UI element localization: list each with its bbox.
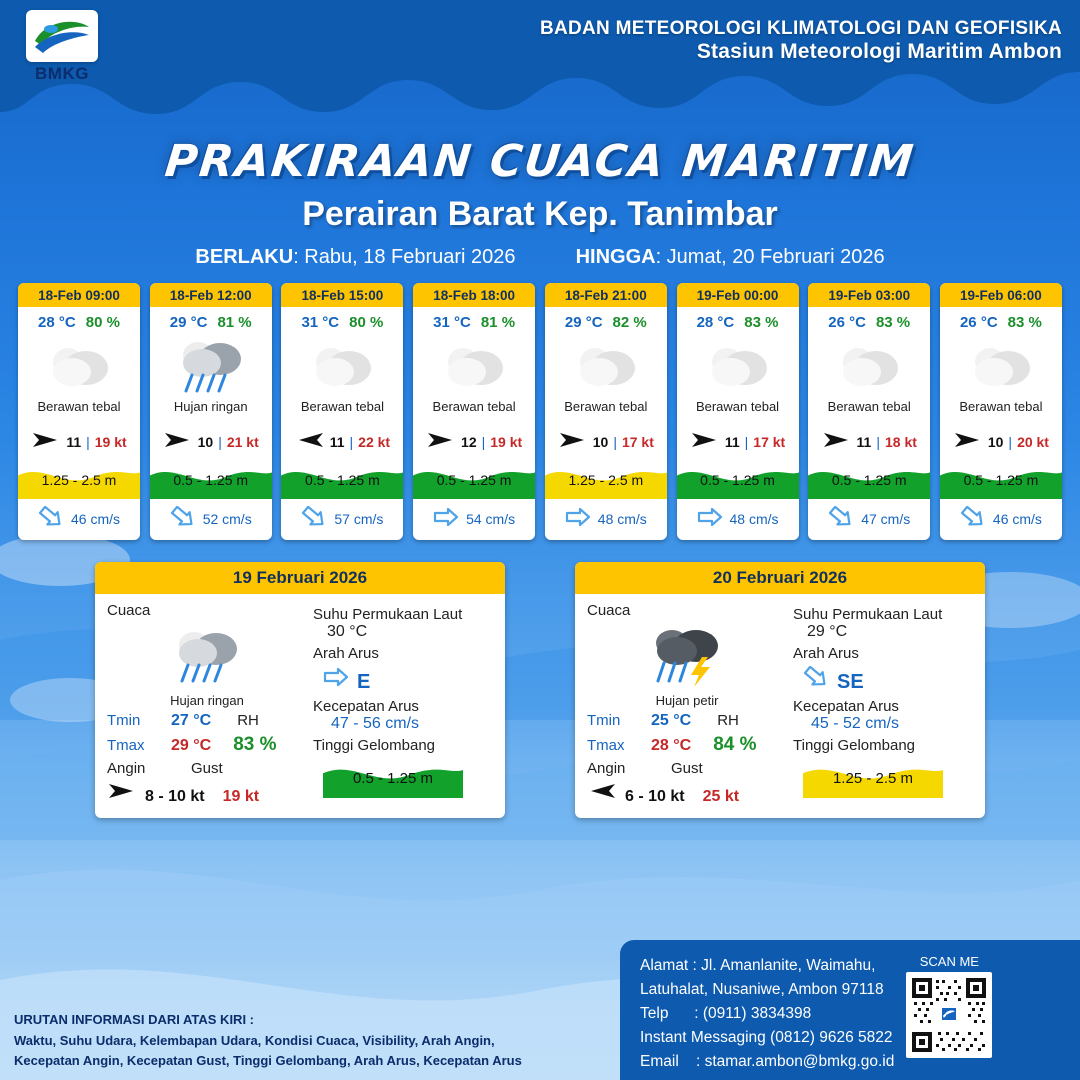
forecast-time: 18-Feb 15:00 xyxy=(281,283,403,307)
sst-value: 30 °C xyxy=(327,623,368,640)
tmax-label: Tmax xyxy=(587,737,625,754)
kecepatan-arus-label: Kecepatan Arus xyxy=(793,698,899,715)
air-temperature: 28 °C xyxy=(38,314,76,331)
forecast-temp-row xyxy=(281,307,403,333)
air-temperature: 29 °C xyxy=(169,314,208,331)
daily-condition: Hujan petir xyxy=(655,693,719,708)
daily-label-row xyxy=(107,760,307,777)
weather-condition: Hujan ringan xyxy=(173,399,248,414)
current-arrow xyxy=(38,506,64,531)
gust-label: Gust xyxy=(671,760,703,777)
daily-wind-arrow xyxy=(107,781,137,806)
wind-speed: 19 kt xyxy=(94,433,127,450)
forecast-time: 19-Feb 00:00 xyxy=(677,283,799,307)
wind-row xyxy=(940,420,1062,461)
wind-row xyxy=(413,420,535,461)
tinggi-gelombang-label: Tinggi Gelombang xyxy=(313,737,436,754)
relative-humidity: 83 % xyxy=(744,314,779,331)
cloudy-icon xyxy=(832,338,906,394)
weather-condition: Berawan tebal xyxy=(37,399,121,414)
wind-direction-icon xyxy=(690,430,720,450)
tmin-label: Tmin xyxy=(587,712,621,729)
tmax-value: 28 °C xyxy=(651,737,692,754)
wave-height-box xyxy=(940,461,1062,499)
current-speed: 52 cm/s xyxy=(202,510,252,527)
wave-height-box xyxy=(808,461,930,499)
forecast-temp-row xyxy=(18,307,140,333)
wind-separator: | xyxy=(86,433,90,450)
wind-row xyxy=(150,420,272,461)
contact-instant-messaging: Instant Messaging (0812) 9626 5822 xyxy=(640,1029,893,1047)
wave-height-value: 1.25 - 2.5 m xyxy=(41,472,117,488)
forecast-temp-row xyxy=(808,307,930,333)
weather-condition: Berawan tebal xyxy=(827,399,911,414)
current-arrow xyxy=(433,506,459,531)
forecast-temp-row xyxy=(677,307,799,333)
wind-row xyxy=(808,420,930,461)
wind-speed: 18 kt xyxy=(884,433,917,450)
rh-label: RH xyxy=(237,712,259,729)
scan-me-label: SCAN ME xyxy=(919,954,979,969)
wind-direction-value: 11 xyxy=(724,433,740,450)
wind-separator: | xyxy=(876,433,880,450)
arus-label: Arah Arus xyxy=(793,645,859,662)
daily-weather-icon xyxy=(587,619,787,693)
forecast-temp-row xyxy=(150,307,272,333)
daily-cuaca-label: Cuaca xyxy=(107,602,151,619)
wave-height-value: 1.25 - 2.5 m xyxy=(568,472,644,488)
angin-label: Angin xyxy=(587,760,626,777)
current-direction-icon xyxy=(697,506,723,528)
daily-panels xyxy=(0,540,1080,818)
daily-wave-value: 1.25 - 2.5 m xyxy=(832,769,914,787)
daily-right-column xyxy=(307,602,493,806)
weather-condition: Berawan tebal xyxy=(695,399,780,414)
contact-telp: Telp : (0911) 3834398 xyxy=(640,1005,812,1023)
forecast-time: 19-Feb 03:00 xyxy=(808,283,930,307)
current-arrow xyxy=(960,506,986,531)
current-arrow xyxy=(828,506,854,531)
wind-row xyxy=(545,420,667,461)
arus-label: Arah Arus xyxy=(313,645,379,662)
wave-height-value: 0.5 - 1.25 m xyxy=(700,472,775,488)
wind-arrow xyxy=(953,430,983,453)
rh-label: RH xyxy=(717,712,739,729)
daily-wave-value: 0.5 - 1.25 m xyxy=(352,769,434,787)
wind-direction-value: 11 xyxy=(66,433,82,450)
current-speed: 46 cm/s xyxy=(992,510,1042,527)
thunderstorm-icon xyxy=(644,623,730,689)
page-footer xyxy=(0,940,1080,1080)
tmax-label: Tmax xyxy=(107,737,145,754)
legend-line-1: Waktu, Suhu Udara, Kelembapan Udara, Kondisi Cuaca, Visibility, Arah Angin, xyxy=(14,1033,495,1048)
gust-value: 25 kt xyxy=(702,788,740,805)
relative-humidity: 83 % xyxy=(875,314,911,331)
rh-value: 84 % xyxy=(713,734,757,755)
wave-height-box xyxy=(150,461,272,499)
wind-speed: 21 kt xyxy=(226,433,259,450)
wind-separator: | xyxy=(349,433,354,450)
contact-email: Email : stamar.ambon@bmkg.go.id xyxy=(640,1053,895,1071)
qr-block xyxy=(906,954,992,1070)
wave-height-value: 0.5 - 1.25 m xyxy=(436,472,512,488)
contact-address xyxy=(640,954,894,1070)
arus-row xyxy=(323,666,493,694)
wave-height-box xyxy=(413,461,535,499)
rh-value: 83 % xyxy=(233,734,277,755)
wind-separator: | xyxy=(218,433,222,450)
forecast-card xyxy=(940,283,1062,540)
wind-direction-icon xyxy=(426,430,456,450)
gust-value: 19 kt xyxy=(222,788,260,805)
kecepatan-arus-value: 47 - 56 cm/s xyxy=(331,715,420,732)
wind-direction-icon xyxy=(31,430,61,450)
wind-direction-icon xyxy=(587,781,617,801)
contact-block xyxy=(620,940,1080,1080)
gust-label: Gust xyxy=(191,760,223,777)
wind-separator: | xyxy=(744,433,749,450)
current-speed: 47 cm/s xyxy=(861,510,911,527)
weather-icon xyxy=(677,333,799,399)
wind-direction-icon xyxy=(822,430,852,450)
cloudy-icon xyxy=(701,338,775,394)
current-speed: 48 cm/s xyxy=(597,510,647,527)
wind-row xyxy=(677,420,799,461)
tmin-label: Tmin xyxy=(107,712,141,729)
current-speed: 46 cm/s xyxy=(70,510,120,527)
current-direction-icon xyxy=(433,506,459,528)
wave-height-value: 0.5 - 1.25 m xyxy=(173,472,249,488)
current-direction-icon xyxy=(960,506,986,528)
current-direction-icon xyxy=(38,506,64,528)
rain-icon xyxy=(166,625,248,687)
wind-arrow xyxy=(558,430,588,453)
daily-wind-row xyxy=(587,781,787,806)
valid-to xyxy=(576,246,885,269)
wind-row xyxy=(18,420,140,461)
forecast-card xyxy=(413,283,535,540)
air-temperature: 31 °C xyxy=(433,314,471,331)
org-line-2: Stasiun Meteorologi Maritim Ambon xyxy=(696,39,1062,63)
forecast-card xyxy=(545,283,667,540)
forecast-temp-row xyxy=(940,307,1062,333)
current-direction-icon xyxy=(565,506,591,528)
wind-direction-value: 10 xyxy=(197,433,214,450)
weather-icon xyxy=(281,333,403,399)
daily-wave-box xyxy=(803,758,943,798)
forecast-temp-row xyxy=(545,307,667,333)
legend-block xyxy=(14,1010,522,1071)
current-arrow xyxy=(170,506,196,531)
arus-row xyxy=(803,666,973,694)
daily-left-column xyxy=(107,602,307,806)
sst-label: Suhu Permukaan Laut xyxy=(793,606,943,623)
current-row xyxy=(940,499,1062,540)
kecepatan-arus-value: 45 - 52 cm/s xyxy=(811,715,900,732)
wind-separator: | xyxy=(481,433,486,450)
forecast-card xyxy=(677,283,799,540)
daily-tmax-row xyxy=(107,734,307,756)
daily-wind-arrow xyxy=(587,781,617,806)
wind-speed: 17 kt xyxy=(621,433,654,450)
page-header xyxy=(0,0,1080,84)
current-direction-icon xyxy=(803,666,829,688)
weather-condition: Berawan tebal xyxy=(959,399,1043,414)
daily-date: 20 Februari 2026 xyxy=(575,562,985,594)
current-row xyxy=(677,499,799,540)
org-line-1: BADAN METEOROLOGI KLIMATOLOGI DAN GEOFISIKA xyxy=(539,18,1062,39)
current-row xyxy=(150,499,272,540)
air-temperature: 26 °C xyxy=(959,314,998,331)
cloudy-icon xyxy=(42,338,116,394)
daily-tmin-row xyxy=(107,712,307,730)
relative-humidity: 80 % xyxy=(85,314,120,331)
weather-icon xyxy=(545,333,667,399)
cloudy-icon xyxy=(569,338,643,394)
address-line-1: Alamat : Jl. Amanlanite, Waimahu, xyxy=(640,957,876,974)
bmkg-logo-icon xyxy=(26,10,98,62)
wind-direction-icon xyxy=(107,781,137,801)
forecast-time: 18-Feb 09:00 xyxy=(18,283,140,307)
qr-code-icon[interactable] xyxy=(906,972,992,1058)
forecast-card xyxy=(150,283,272,540)
daily-label-row xyxy=(587,760,787,777)
wave-height-value: 0.5 - 1.25 m xyxy=(963,472,1039,488)
wind-direction-value: 10 xyxy=(592,433,609,450)
cloudy-icon xyxy=(437,338,511,394)
wind-separator: | xyxy=(613,433,617,450)
page-title: PRAKIRAAN CUACA MARITIM xyxy=(162,136,918,187)
sst-label: Suhu Permukaan Laut xyxy=(313,606,463,623)
weather-condition: Berawan tebal xyxy=(564,399,648,414)
tmin-value: 25 °C xyxy=(651,712,692,729)
daily-current-arrow xyxy=(803,666,829,693)
wave-height-value: 0.5 - 1.25 m xyxy=(831,472,907,488)
wind-direction-icon xyxy=(953,430,983,450)
current-speed: 48 cm/s xyxy=(729,510,779,527)
weather-condition: Berawan tebal xyxy=(300,399,384,414)
title-block xyxy=(0,136,1080,269)
daily-wave-box xyxy=(323,758,463,798)
arus-direction: SE xyxy=(837,671,864,693)
angin-value: 6 - 10 kt xyxy=(625,788,685,805)
valid-from-value: : Rabu, 18 Februari 2026 xyxy=(293,246,516,268)
forecast-time: 18-Feb 12:00 xyxy=(150,283,272,307)
wind-row xyxy=(281,420,403,461)
forecast-temp-row xyxy=(413,307,535,333)
wind-direction-icon xyxy=(163,430,193,450)
wind-speed: 20 kt xyxy=(1017,433,1049,450)
wave-height-box xyxy=(18,461,140,499)
forecast-card xyxy=(18,283,140,540)
wave-height-box xyxy=(677,461,799,499)
current-row xyxy=(413,499,535,540)
weather-icon xyxy=(940,333,1062,399)
current-direction-icon xyxy=(301,506,327,528)
air-temperature: 26 °C xyxy=(828,314,866,331)
valid-to-value: : Jumat, 20 Februari 2026 xyxy=(655,246,885,268)
wind-arrow xyxy=(163,430,193,453)
wind-direction-value: 10 xyxy=(987,433,1004,450)
address-line-2: Latuhalat, Nusaniwe, Ambon 97118 xyxy=(640,981,884,999)
wind-arrow xyxy=(822,430,852,453)
relative-humidity: 83 % xyxy=(1007,314,1042,331)
current-arrow xyxy=(697,506,723,531)
relative-humidity: 81 % xyxy=(217,314,252,331)
wave-height-value: 0.5 - 1.25 m xyxy=(305,472,380,488)
weather-condition: Berawan tebal xyxy=(432,399,516,414)
wind-speed: 17 kt xyxy=(753,433,786,450)
rain-icon xyxy=(170,335,252,397)
air-temperature: 31 °C xyxy=(301,314,340,331)
wind-arrow xyxy=(426,430,456,453)
wind-arrow xyxy=(295,430,325,453)
organization-title xyxy=(540,10,1062,64)
air-temperature: 29 °C xyxy=(564,314,603,331)
cloudy-icon xyxy=(305,338,379,394)
bmkg-logo-block xyxy=(14,10,110,84)
wind-speed: 22 kt xyxy=(358,433,391,450)
forecast-card-list xyxy=(0,269,1080,540)
weather-icon xyxy=(413,333,535,399)
daily-current-arrow xyxy=(323,666,349,693)
weather-icon xyxy=(18,333,140,399)
angin-label: Angin xyxy=(107,760,146,777)
sst-value: 29 °C xyxy=(807,623,848,640)
current-speed: 57 cm/s xyxy=(334,510,384,527)
forecast-card xyxy=(281,283,403,540)
current-row xyxy=(808,499,930,540)
wind-speed: 19 kt xyxy=(490,433,523,450)
current-direction-icon xyxy=(828,506,854,528)
valid-from xyxy=(195,246,515,269)
cloudy-icon xyxy=(964,338,1038,394)
valid-to-label: HINGGA xyxy=(575,246,656,268)
kecepatan-arus-label: Kecepatan Arus xyxy=(313,698,419,715)
wind-direction-value: 12 xyxy=(461,433,477,450)
tinggi-gelombang-label: Tinggi Gelombang xyxy=(793,737,916,754)
current-row xyxy=(545,499,667,540)
current-speed: 54 cm/s xyxy=(466,510,516,527)
arus-direction: E xyxy=(357,671,371,693)
forecast-time: 18-Feb 21:00 xyxy=(545,283,667,307)
relative-humidity: 81 % xyxy=(480,314,516,331)
daily-cuaca-label: Cuaca xyxy=(587,602,631,619)
legend-title: URUTAN INFORMASI DARI ATAS KIRI : xyxy=(14,1011,254,1027)
angin-value: 8 - 10 kt xyxy=(145,788,205,805)
weather-icon xyxy=(150,333,272,399)
page-subtitle: Perairan Barat Kep. Tanimbar xyxy=(302,195,778,233)
bmkg-logo-text: BMKG xyxy=(35,64,89,83)
validity-row xyxy=(0,246,1080,269)
forecast-card xyxy=(808,283,930,540)
wave-height-box xyxy=(545,461,667,499)
tmin-value: 27 °C xyxy=(171,712,212,729)
daily-forecast-panel xyxy=(95,562,505,818)
daily-forecast-panel xyxy=(575,562,985,818)
wave-height-box xyxy=(281,461,403,499)
current-arrow xyxy=(565,506,591,531)
weather-icon xyxy=(808,333,930,399)
wind-separator: | xyxy=(1008,433,1013,450)
air-temperature: 28 °C xyxy=(696,314,735,331)
forecast-time: 18-Feb 18:00 xyxy=(413,283,535,307)
current-direction-icon xyxy=(170,506,196,528)
daily-date: 19 Februari 2026 xyxy=(95,562,505,594)
daily-weather-icon xyxy=(107,619,307,693)
legend-line-2: Kecepatan Angin, Kecepatan Gust, Tinggi Gelombang, Arah Arus, Kecepatan Arus xyxy=(14,1052,522,1068)
valid-from-label: BERLAKU xyxy=(195,246,294,268)
wind-arrow xyxy=(31,430,61,453)
daily-tmax-row xyxy=(587,734,787,756)
wind-direction-icon xyxy=(295,430,325,450)
wind-arrow xyxy=(690,430,720,453)
current-row xyxy=(18,499,140,540)
current-direction-icon xyxy=(323,666,349,688)
forecast-time: 19-Feb 06:00 xyxy=(940,283,1062,307)
relative-humidity: 82 % xyxy=(612,314,647,331)
wind-direction-value: 11 xyxy=(856,433,872,450)
daily-condition: Hujan ringan xyxy=(170,693,244,708)
daily-right-column xyxy=(787,602,973,806)
relative-humidity: 80 % xyxy=(349,314,384,331)
tmax-value: 29 °C xyxy=(171,737,212,754)
wind-direction-icon xyxy=(558,430,588,450)
daily-tmin-row xyxy=(587,712,787,730)
daily-wind-row xyxy=(107,781,307,806)
current-arrow xyxy=(301,506,327,531)
current-row xyxy=(281,499,403,540)
daily-left-column xyxy=(587,602,787,806)
wind-direction-value: 11 xyxy=(329,433,345,450)
